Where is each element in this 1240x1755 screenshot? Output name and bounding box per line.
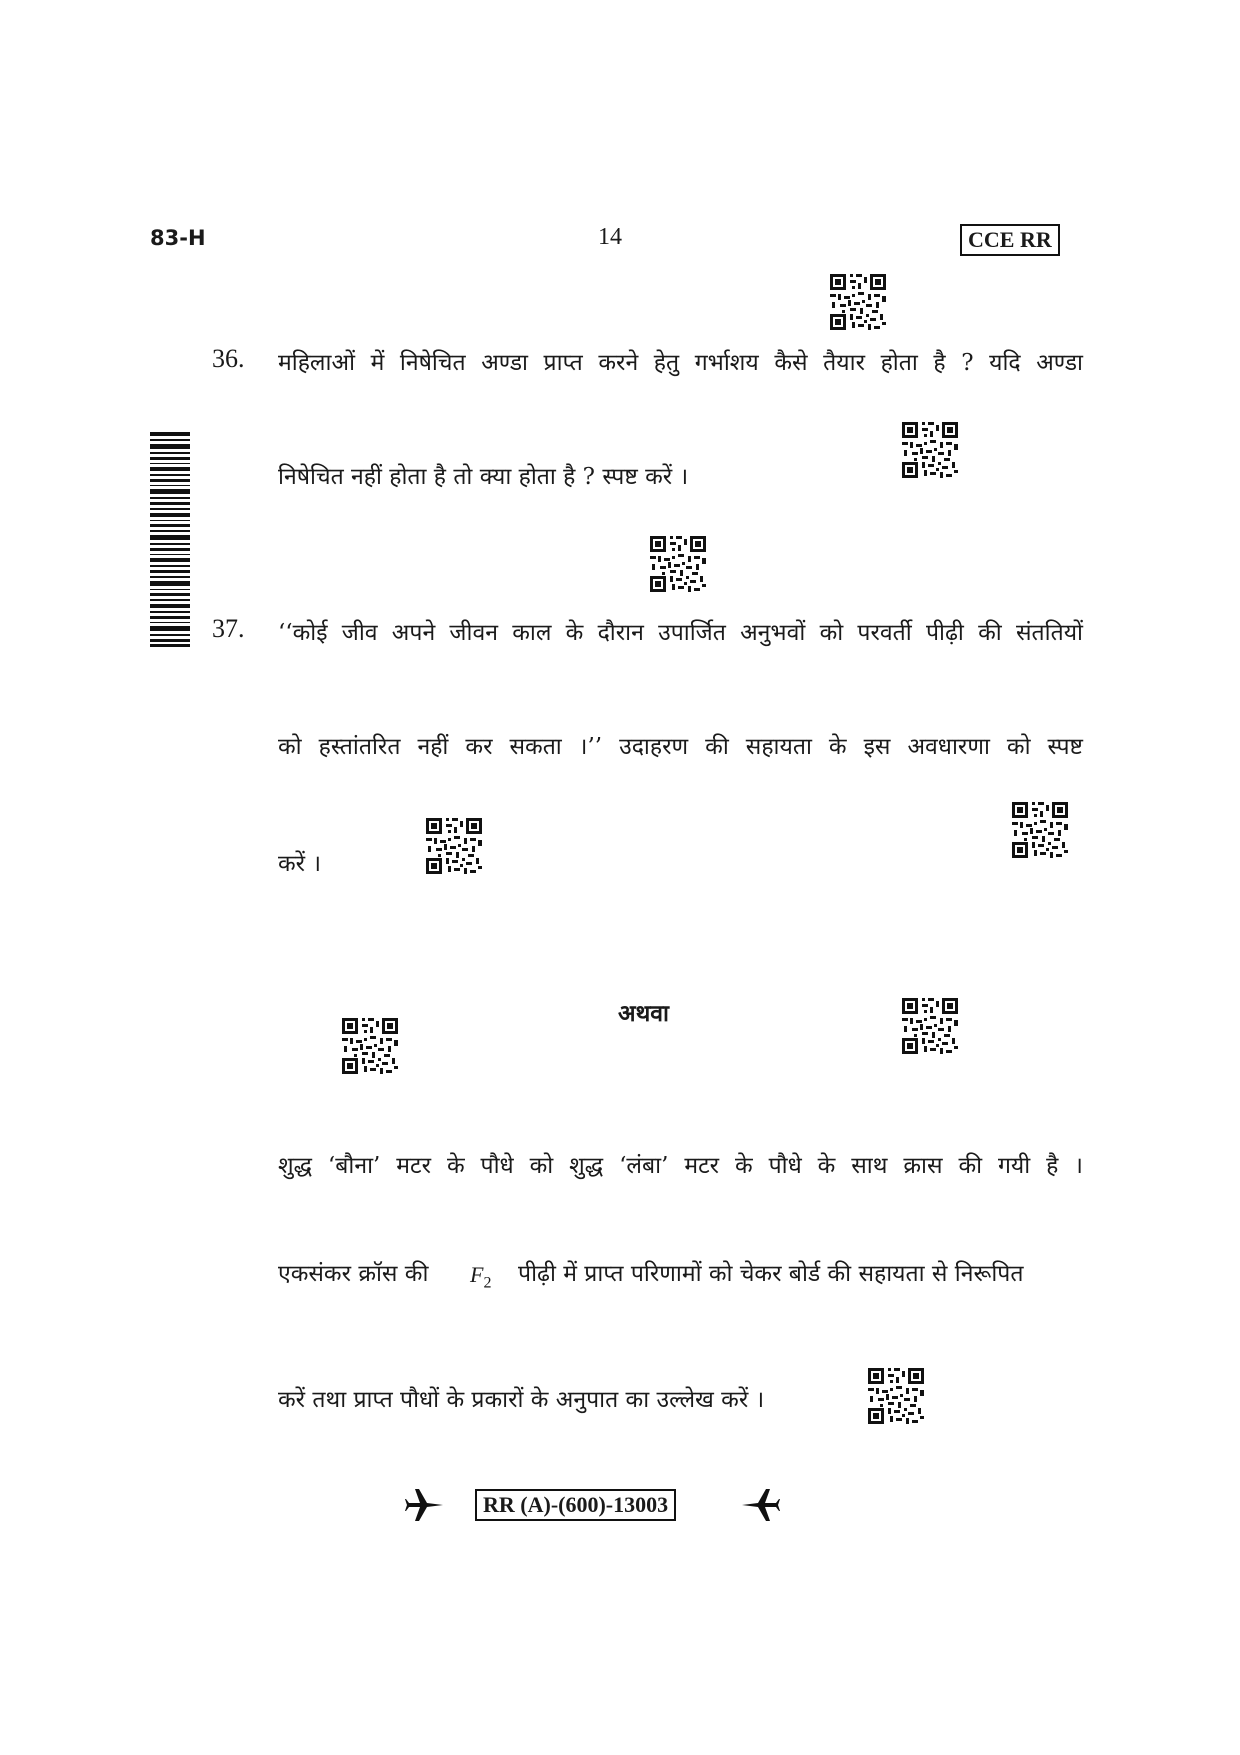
question-text-line: को हस्तांतरित नहीं कर सकता ।’’ उदाहरण की सहायता के इस अवधारणा को स्पष्ट <box>278 734 1083 760</box>
question-text-line: पीढ़ी में प्राप्त परिणामों को चेकर बोर्ड की सहायता से निरूपित <box>518 1261 1024 1287</box>
f2-generation-symbol: $F_2$ <box>470 1262 492 1292</box>
qr-code-icon <box>828 272 888 332</box>
barcode-icon <box>150 432 190 647</box>
paper-code: 83-H <box>150 226 206 250</box>
question-text-line: निषेचित नहीं होता है तो क्या होता है ? स्पष्ट करें । <box>278 464 689 490</box>
question-text-line: महिलाओं में निषेचित अण्डा प्राप्त करने हेतु गर्भाशय कैसे तैयार होता है ? यदि अण्डा <box>278 350 1083 376</box>
question-number: 37. <box>212 614 245 643</box>
airplane-icon <box>405 1485 445 1525</box>
airplane-icon <box>740 1485 780 1525</box>
qr-code-icon <box>424 816 484 876</box>
qr-code-icon <box>648 534 708 594</box>
exam-tag: CCE RR <box>960 224 1060 256</box>
question-text-line: ‘‘कोई जीव अपने जीवन काल के दौरान उपार्जित अनुभवों को परवर्ती पीढ़ी की संततियों <box>278 620 1083 646</box>
question-text-line: एकसंकर क्रॉस की <box>278 1261 429 1287</box>
question-number: 36. <box>212 344 245 373</box>
or-heading: अथवा <box>618 1000 670 1027</box>
qr-code-icon <box>1010 800 1070 860</box>
qr-code-icon <box>866 1366 926 1426</box>
question-text-line: करें तथा प्राप्त पौधों के प्रकारों के अनुपात का उल्लेख करें । <box>278 1387 765 1413</box>
qr-code-icon <box>900 420 960 480</box>
question-text-line: करें । <box>278 851 322 877</box>
page-number: 14 <box>598 224 622 250</box>
qr-code-icon <box>340 1016 400 1076</box>
qr-code-icon <box>900 996 960 1056</box>
question-text-line: शुद्ध ‘बौना’ मटर के पौधे को शुद्ध ‘लंबा’ मटर के पौधे के साथ क्रास की गयी है । <box>278 1153 1083 1179</box>
footer-code: RR (A)-(600)-13003 <box>475 1489 676 1521</box>
